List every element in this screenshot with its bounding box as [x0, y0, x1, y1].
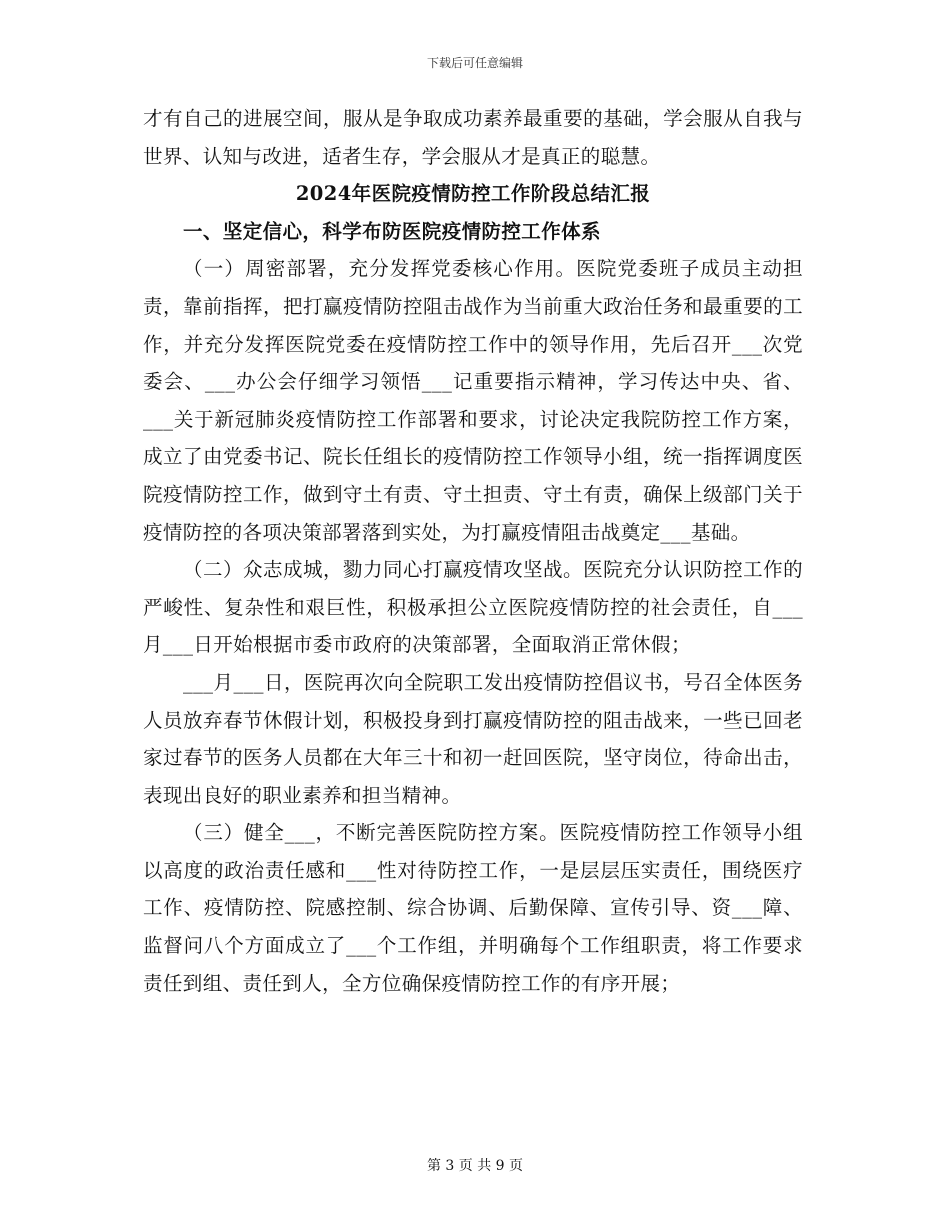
paragraph-continuation: 才有自己的进展空间，服从是争取成功素养最重要的基础，学会服从自我与世界、认知与改进，适者生存，学会服从才是真正的聪慧。 — [143, 107, 803, 168]
paragraph: （二）众志成城，勠力同心打赢疫情攻坚战。医院充分认识防控工作的严峻性、复杂性和艰巨性，积极承担公立医院疫情防控的社会责任，自___月___日开始根据市委市政府的决策部署，全面取消正常休假； — [143, 558, 803, 657]
section-heading: 一、坚定信心，科学布防医院疫情防控工作体系 — [183, 219, 601, 243]
paragraph: （三）健全___，不断完善医院防控方案。医院疫情防控工作领导小组以高度的政治责任感和___性对待防控工作，一是层层压实责任，围绕医疗工作、疫情防控、院感控制、综合协调、后勤保障、宣传引导、资___障、监督问八个方面成立了___个工作组，并明确每个工作组职责，将工作要求责任到组、责任到人，全方位确保疫情防控工作的有序开展； — [143, 821, 803, 995]
paragraph: ___月___日，医院再次向全院职工发出疫情防控倡议书，号召全体医务人员放弃春节休假计划，积极投身到打赢疫情防控的阻击战来，一些已回老家过春节的医务人员都在大年三十和初一赶回医院，坚守岗位，待命出击，表现出良好的职业素养和担当精神。 — [143, 670, 803, 807]
page-number: 第 3 页 共 9 页 — [426, 1158, 524, 1174]
download-note: 下载后可任意编辑 — [426, 56, 523, 70]
document-body — [143, 100, 803, 1002]
paragraph: （一）周密部署，充分发挥党委核心作用。医院党委班子成员主动担责，靠前指挥，把打赢疫情防控阻击战作为当前重大政治任务和最重要的工作，并充分发挥医院党委在疫情防控工作中的领导作用，先后召开___次党委会、___办公会仔细学习领悟___记重要指示精神，学习传达中央、省、___关于新冠肺炎疫情防控工作部署和要求，讨论决定我院防控工作方案，成立了由党委书记、院长任组长的疫情防控工作领导小组，统一指挥调度医院疫情防控工作，做到守土有责、守土担责、守土有责，确保上级部门关于疫情防控的各项决策部署落到实处，为打赢疫情阻击战奠定___基础。 — [143, 257, 803, 544]
document-title: 2024年医院疫情防控工作阶段总结汇报 — [295, 182, 651, 206]
